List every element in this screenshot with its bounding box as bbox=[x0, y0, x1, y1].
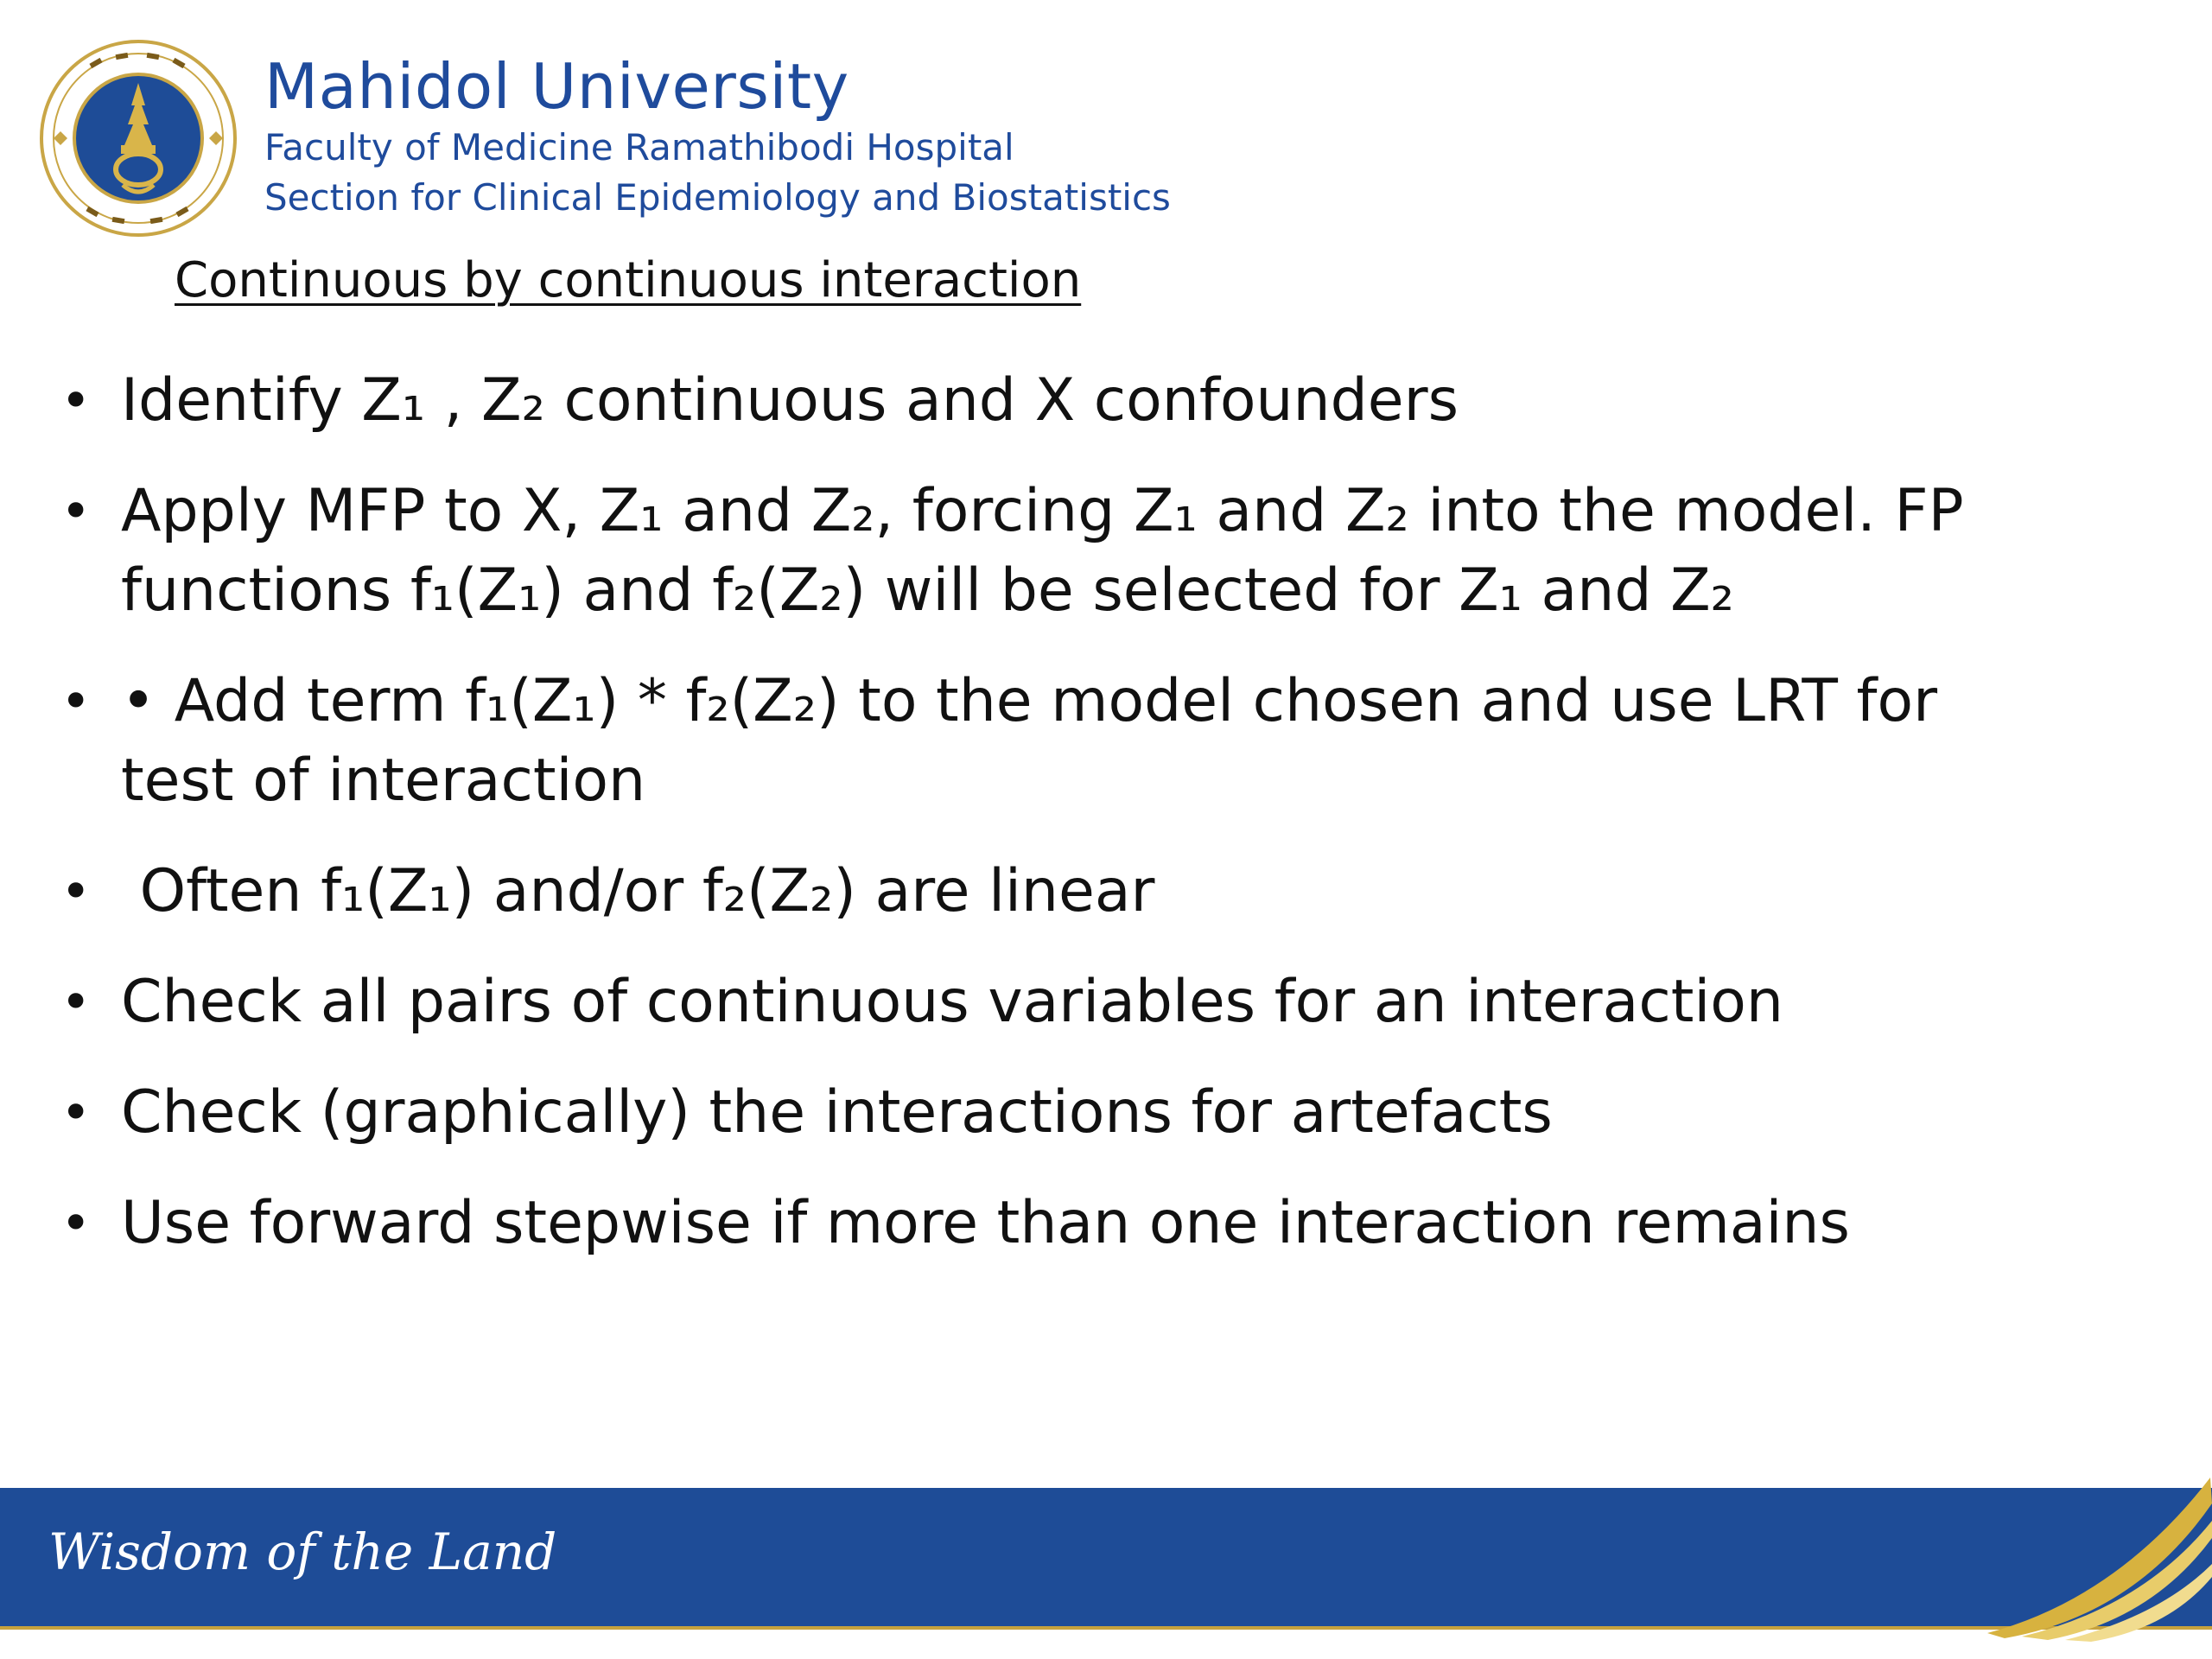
faculty-name: Faculty of Medicine Ramathibodi Hospital bbox=[264, 126, 1014, 168]
bullet-item bbox=[60, 1184, 2048, 1263]
section-name: Section for Clinical Epidemiology and Biostatistics bbox=[264, 176, 1171, 219]
bullet-marker: • bbox=[60, 671, 92, 732]
bullet-marker: • bbox=[60, 1193, 92, 1254]
bullet-text: • Add term f₁(Z₁) * f₂(Z₂) to the model chosen and use LRT for test of interaction bbox=[121, 667, 1938, 815]
bullet-item bbox=[60, 1073, 2048, 1153]
bullet-text: Check (graphically) the interactions for artefacts bbox=[121, 1078, 1553, 1147]
bullet-marker: • bbox=[60, 972, 92, 1033]
bullet-marker: • bbox=[60, 481, 92, 542]
slide-title: Continuous by continuous interaction bbox=[175, 252, 1082, 308]
bullet-item bbox=[60, 361, 2048, 441]
bullet-text: Identify Z₁ , Z₂ continuous and X confounders bbox=[121, 366, 1459, 435]
university-seal-icon bbox=[38, 38, 238, 238]
bullet-item bbox=[60, 472, 2048, 631]
bullet-item bbox=[60, 662, 2048, 821]
bullet-text: Apply MFP to X, Z₁ and Z₂, forcing Z₁ and Z₂ into the model. FP functions f₁(Z₁) and f₂(Z₂) will be selected for Z₁ and Z₂ bbox=[121, 477, 1964, 625]
bullet-marker: • bbox=[60, 861, 92, 922]
swoosh-icon bbox=[1987, 1469, 2212, 1642]
footer-accent-line bbox=[0, 1626, 2212, 1630]
bullet-text: Check all pairs of continuous variables for an interaction bbox=[121, 968, 1783, 1036]
university-name: Mahidol University bbox=[264, 50, 849, 123]
bullet-item bbox=[60, 852, 2048, 931]
bullet-text: Often f₁(Z₁) and/or f₂(Z₂) are linear bbox=[121, 857, 1155, 925]
header-text bbox=[264, 50, 1301, 223]
footer-tagline: Wisdom of the Land bbox=[48, 1522, 557, 1581]
bullet-list bbox=[60, 361, 2048, 1294]
bullet-item bbox=[60, 963, 2048, 1042]
bullet-text: Use forward stepwise if more than one interaction remains bbox=[121, 1189, 1850, 1257]
bullet-marker: • bbox=[60, 371, 92, 431]
bullet-marker: • bbox=[60, 1083, 92, 1143]
